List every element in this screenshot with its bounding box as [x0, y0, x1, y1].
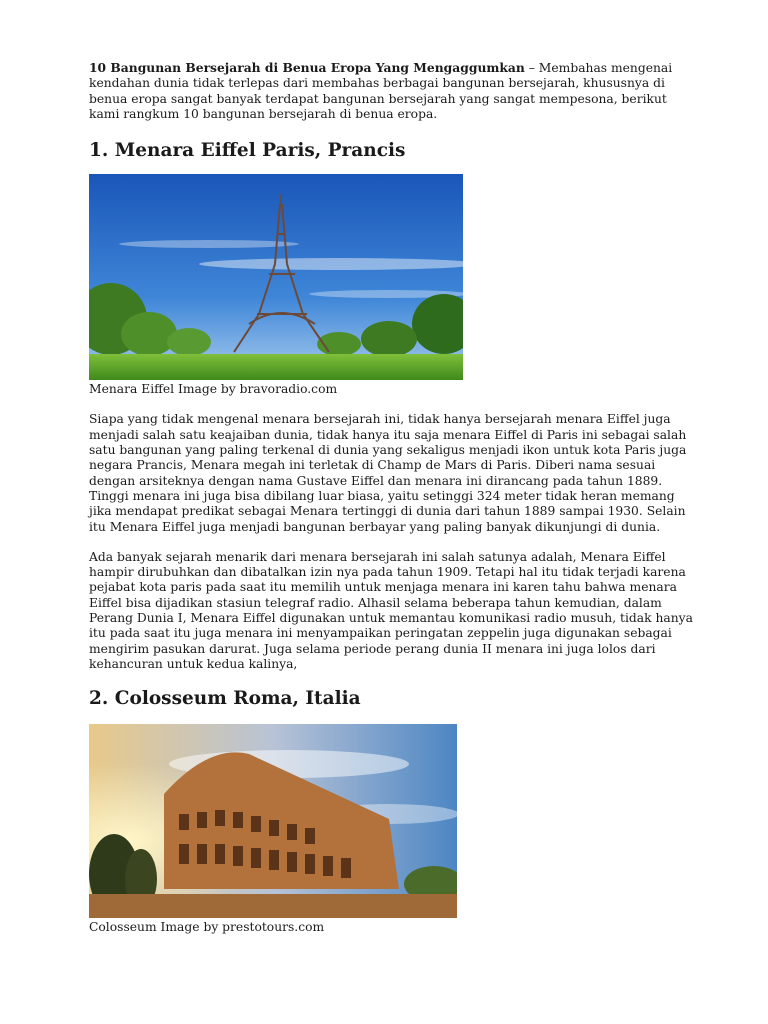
colosseum-photo — [89, 724, 457, 918]
document-page — [89, 60, 699, 936]
colosseum-image-caption: Colosseum Image by prestotours.com — [89, 920, 325, 935]
eiffel-paragraph-2: Ada banyak sejarah menarik dari menara bersejarah ini salah satunya adalah, Menara Eiffel hampir dirubuhkan dan dibatalkan izin nya pada tahun 1909. Tetapi hal itu tidak terjadi karena pejabat kota paris pada saat itu memilih untuk menjaga menara ini karen tahu bahwa menara Eiffel bisa dijadikan stasiun telegraf radio. Alhasil selama beberapa tahun kemudian, dalam Perang Dunia I, Menara Eiffel digunakan untuk memantau komunikasi radio musuh, tidak hanya itu pada saat itu juga menara ini menyampaikan peringatan zeppelin juga digunakan sebagai mengirim pasukan darurat. Juga selama periode perang dunia II menara ini juga lolos dari kehancuran untuk kedua kalinya, — [89, 549, 693, 671]
intro-paragraph — [89, 60, 699, 122]
eiffel-paragraph-1: Siapa yang tidak mengenal menara bersejarah ini, tidak hanya bersejarah menara Eiffel juga menjadi salah satu keajaiban dunia, tidak hanya itu saja menara Eiffel di Paris ini sebagai salah satu bangunan yang paling terkenal di dunia yang sekaligus menjadi ikon untuk kota Paris juga negara Prancis, Menara megah ini terletak di Champ de Mars di Paris. Diberi nama sesuai dengan arsiteknya dengan nama Gustave Eiffel dan menara ini dirancang pada tahun 1889. Tinggi menara ini juga bisa dibilang luar biasa, yaitu setinggi 324 meter tidak heran memang jika mendapat predikat sebagai Menara tertinggi di dunia dari tahun 1889 sampai 1930. Selain itu Menara Eiffel juga menjadi bangunan berbayar yang paling banyak dikunjungi di dunia. — [89, 412, 687, 534]
intro-title: 10 Bangunan Bersejarah di Benua Eropa Yang Mengaggumkan — [89, 60, 525, 75]
intro-text: – Membahas mengenai kendahan dunia tidak terlepas dari membahas berbagai bangunan bersejarah, khususnya di benua eropa sangat banyak terdapat bangunan bersejarah yang sangat mempesona, berikut kami rangkum 10 bangunan bersejarah di benua eropa. — [89, 61, 673, 121]
section-heading-eiffel: 1. Menara Eiffel Paris, Prancis — [89, 140, 406, 162]
eiffel-image-caption: Menara Eiffel Image by bravoradio.com — [89, 382, 338, 397]
section-heading-colosseum: 2. Colosseum Roma, Italia — [89, 688, 361, 710]
eiffel-tower-photo — [89, 174, 463, 380]
